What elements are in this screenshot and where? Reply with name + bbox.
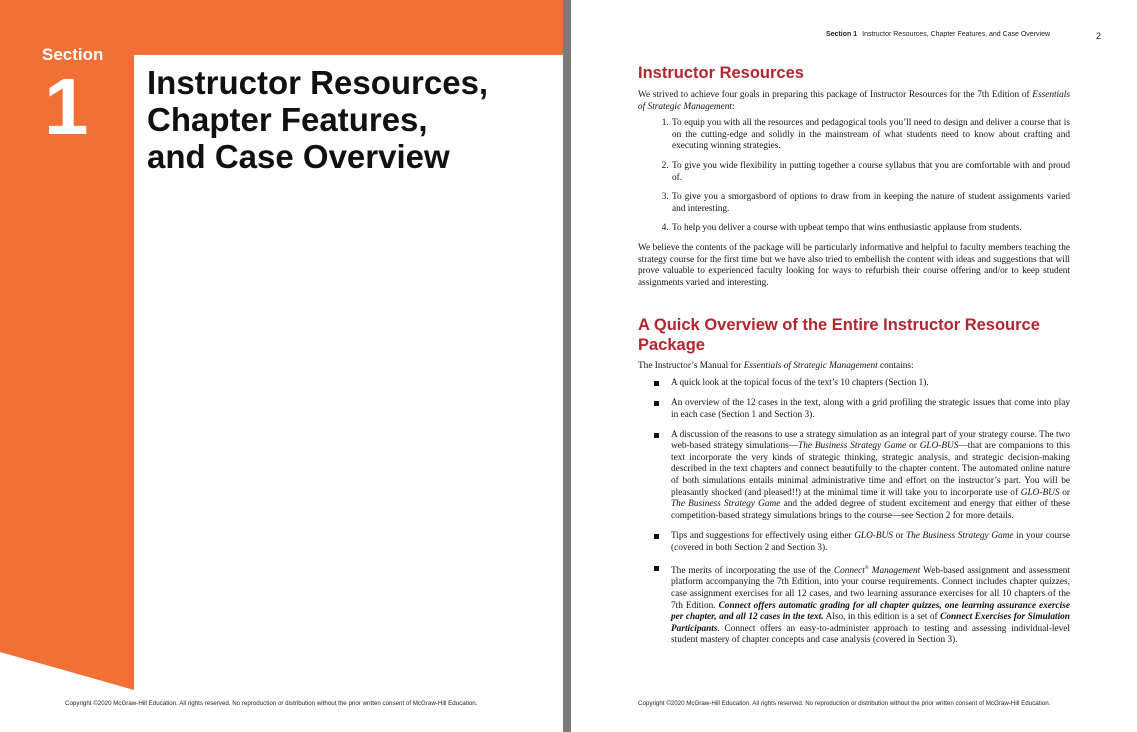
contents-bullet-item: Tips and suggestions for effectively using either GLO-BUS or The Business Strategy Game in your course (covered in both Section 2 and Section 3). — [671, 530, 1070, 553]
running-head-section: Section 1 — [826, 31, 858, 38]
goal-item: 3. To give you a smorgasbord of options to draw from in keeping the nature of student assignments varied and interesting. — [671, 192, 1070, 215]
contents-bullet-item: A quick look at the topical focus of the text’s 10 chapters (Section 1). — [671, 378, 1070, 390]
right-page — [571, 0, 1137, 732]
contents-bullet-item: A discussion of the reasons to use a strategy simulation as an integral part of your strategy course. The two web-based strategy simulations—The Business Strategy Game or GLO-BUS—that are companions to this text incorporate the very kinds of strategic thinking, strategic analysis, and strategic decision-making described in the text chapters and connect beautifully to the chapter content. The automated online nature of both simulations entails minimal administrative time and effort on the instructor’s part. You will be pleasantly shocked (and pleased!!) at the minimal time it will take you to incorporate use of GLO-BUS or The Business Strategy Game and the added degree of student excitement and energy that either of these competition-based strategy simulations brings to the course—see Section 2 for more details. — [671, 429, 1070, 521]
section-label: Section — [42, 45, 104, 64]
copyright-notice: Copyright ©2020 McGraw-Hill Education. All rights reserved. No reproduction or distribution without the prior written consent of McGraw-Hill Education. — [638, 700, 1051, 707]
contents-list — [638, 378, 1070, 647]
contents-bullet-item: The merits of incorporating the use of the Connect® Management Web-based assignment and assessment platform accompanying the 7th Edition, into your course requirements. Connect includes chapter quizzes, case assignment exercises for all 12 cases, and two learning assurance exercises for all 10 chapters of the 7th Edition. Connect offers automatic grading for all chapter quizzes, one learning assurance exercise per chapter, and all 12 cases in the text. Also, in this edition is a set of Connect Exercises for Simulation Participants. Connect offers an easy-to-administer approach to testing and assessing individual-level student mastery of chapter concepts and case analysis (covered in Section 3). — [671, 563, 1070, 647]
page-number: 2 — [1096, 31, 1102, 41]
running-head — [826, 31, 1050, 38]
contents-bullet-item: An overview of the 12 cases in the text, along with a grid profiling the strategic issues that come into play in each case (Section 1 and Section 3). — [671, 398, 1070, 420]
section-number: 1 — [44, 62, 89, 151]
heading-instructor-resources: Instructor Resources — [638, 64, 804, 82]
chapter-title — [147, 64, 547, 175]
goal-item: 1. To equip you with all the resources and pedagogical tools you’ll need to design and deliver a course that is on the cutting-edge and solidly in the mainstream of what students need to know about crafting and executing winning strategies. — [671, 118, 1070, 153]
heading-quick-overview: A Quick Overview of the Entire Instructor Resource Package — [638, 316, 1040, 355]
page-content — [638, 63, 1070, 655]
title-line: and Case Overview — [147, 138, 450, 175]
title-line: Instructor Resources, — [147, 64, 489, 101]
goals-list — [638, 118, 1070, 235]
goal-item: 4. To help you deliver a course with upbeat tempo that wins enthusiastic applause from students. — [671, 223, 1070, 235]
believe-paragraph: We believe the contents of the package will be particularly informative and helpful to faculty members teaching the strategy course for the first time but we have also tried to embellish the content with ideas and suggestions that will prove valuable to experienced faculty looking for ways to refurbish their course offering and/or to keep student assignments varied and interesting. — [638, 242, 1070, 288]
running-head-title: Instructor Resources, Chapter Features, and Case Overview — [862, 31, 1051, 38]
title-line: Chapter Features, — [147, 101, 428, 138]
contains-paragraph: The Instructor’s Manual for Essentials of Strategic Management contains: — [638, 361, 914, 372]
copyright-notice: Copyright ©2020 McGraw-Hill Education. All rights reserved. No reproduction or distribution without the prior written consent of McGraw-Hill Education. — [65, 700, 478, 707]
goal-item: 2. To give you wide flexibility in putting together a course syllabus that you are comfortable with and proud of. — [671, 161, 1070, 184]
left-page — [0, 0, 563, 732]
intro-paragraph: We strived to achieve four goals in preparing this package of Instructor Resources for the 7th Edition of Essentials of Strategic Management: — [638, 90, 1070, 112]
